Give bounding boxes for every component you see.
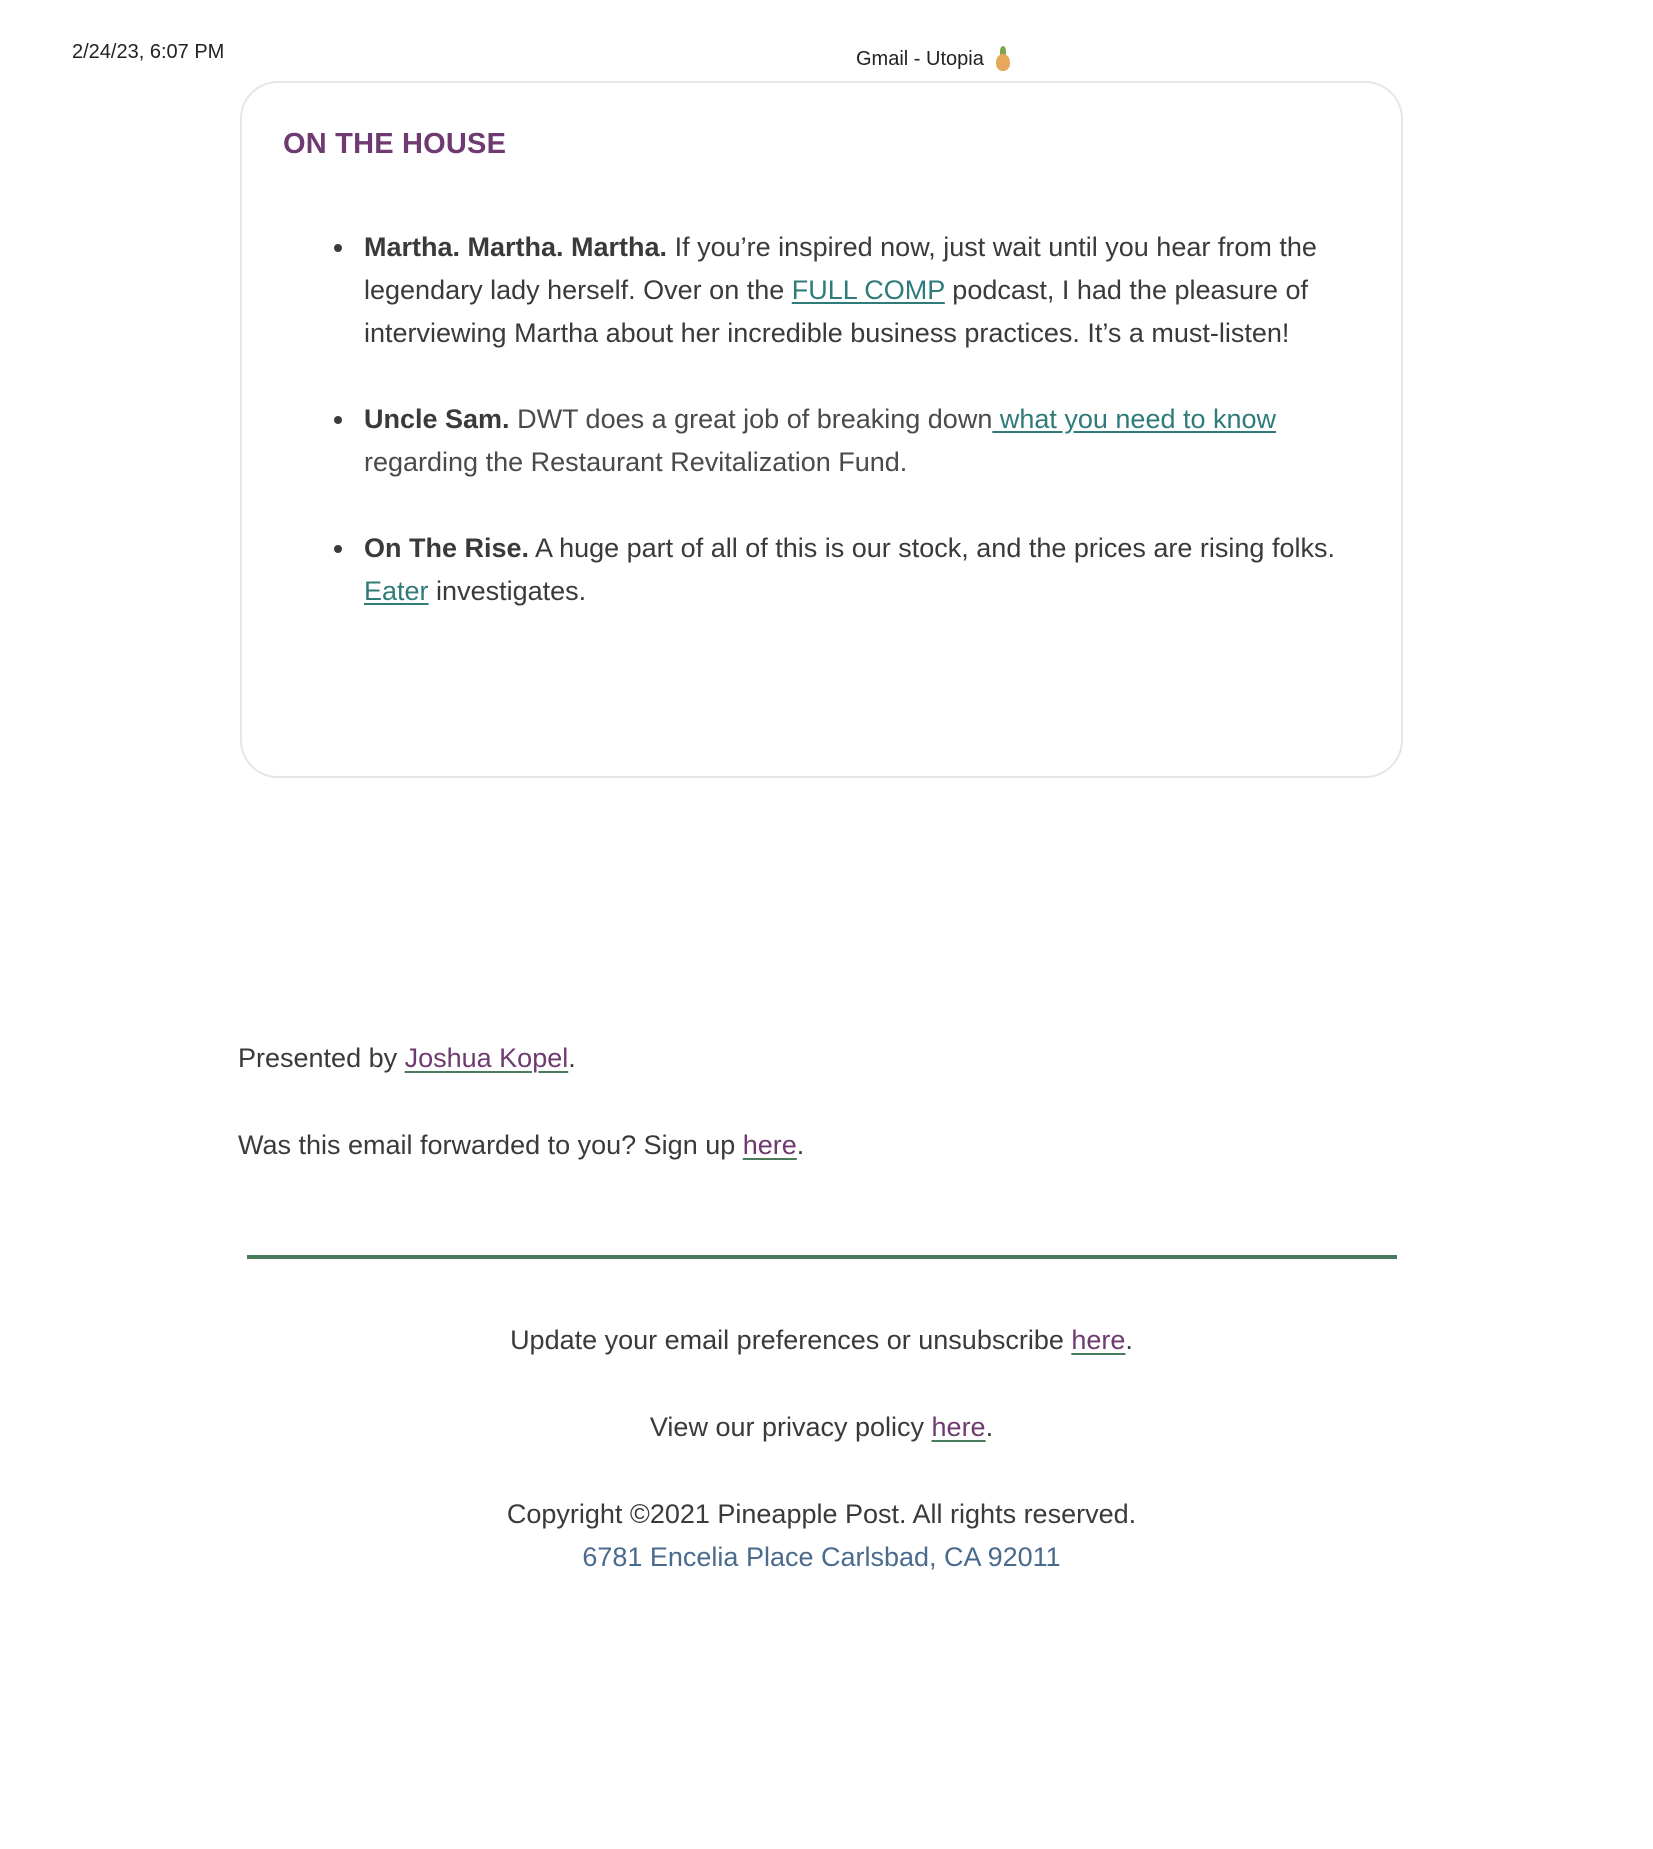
presented-by-label: Presented by [238,1043,405,1073]
punctuation: . [985,1412,994,1442]
bullet-text: investigates. [428,576,587,606]
privacy-label: View our privacy policy [649,1412,932,1442]
bullet-text: regarding the Restaurant Revitalization Fund. [364,447,908,477]
news-bullet-list [364,226,1364,613]
signup-link[interactable]: here [742,1130,797,1160]
punctuation: . [568,1043,576,1073]
email-subject: Gmail - Utopia [856,47,984,70]
bullet-text: If you’re inspired now, just wait until you hear from the legendary lady herself. Over on the [364,232,1317,305]
list-item [364,398,1364,484]
author-link[interactable]: Joshua Kopel [404,1043,569,1073]
unsubscribe-line [240,1325,1403,1356]
bullet-lead: Martha. Martha. Martha. [364,232,668,262]
presented-by-line [238,1043,576,1074]
on-the-house-card [240,81,1403,778]
list-item [364,226,1364,355]
section-heading: ON THE HOUSE [283,128,507,160]
privacy-policy-link[interactable]: here [931,1412,986,1442]
full-comp-link[interactable]: FULL COMP [791,275,945,305]
print-title [856,46,1012,72]
print-timestamp: 2/24/23, 6:07 PM [72,41,225,63]
bullet-text: podcast, I had the pleasure of interviewing Martha about her incredible business practices. It’s a must-listen! [364,275,1309,348]
eater-link[interactable]: Eater [364,576,429,606]
mailing-address: 6781 Encelia Place Carlsbad, CA 92011 [582,1542,1061,1572]
forwarded-label: Was this email forwarded to you? Sign up [238,1130,743,1160]
pineapple-icon [994,46,1012,72]
punctuation: . [1125,1325,1133,1355]
list-item [364,527,1364,613]
privacy-line [240,1412,1403,1443]
bullet-lead: On The Rise. [364,533,530,563]
footer-divider [247,1255,1397,1259]
bullet-text: DWT does a great job of breaking down [509,404,993,434]
forwarded-line [238,1130,804,1161]
unsubscribe-label: Update your email preferences or unsubscribe [510,1325,1072,1355]
unsubscribe-link[interactable]: here [1071,1325,1126,1355]
what-you-need-to-know-link[interactable]: what you need to know [992,404,1277,434]
copyright-notice: Copyright ©2021 Pineapple Post. All rights reserved. [506,1499,1137,1529]
punctuation: . [796,1130,805,1160]
bullet-text: A huge part of all of this is our stock, and the prices are rising folks. [529,533,1335,563]
bullet-lead: Uncle Sam. [364,404,510,434]
